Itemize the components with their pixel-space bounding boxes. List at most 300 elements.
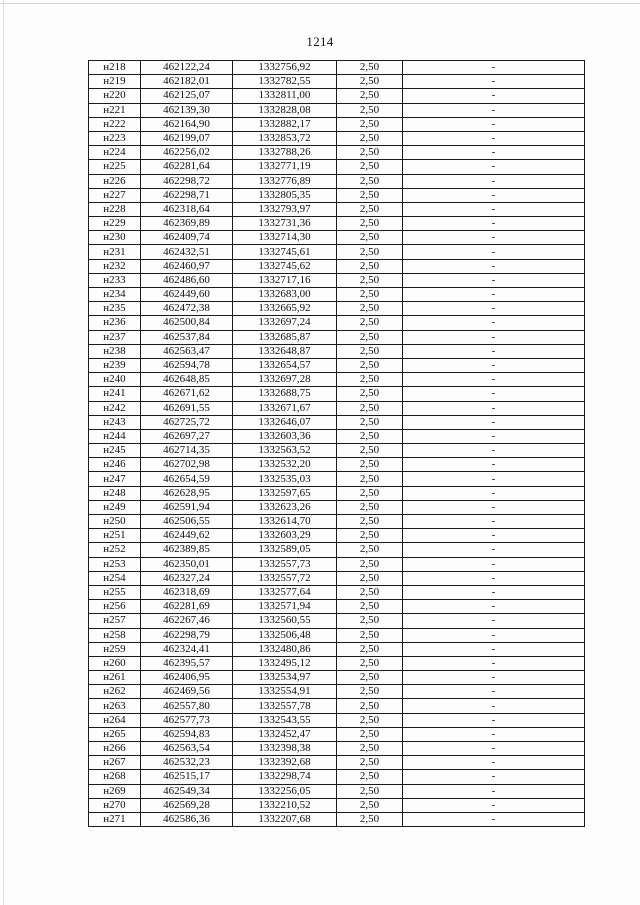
x-coordinate-cell: 462327,24: [141, 571, 233, 585]
x-coordinate-cell: 462577,73: [141, 713, 233, 727]
tolerance-cell: 2,50: [337, 458, 403, 472]
table-row: [89, 273, 585, 287]
table-row: [89, 344, 585, 358]
note-cell: -: [403, 245, 585, 259]
table-row: [89, 685, 585, 699]
note-cell: -: [403, 770, 585, 784]
table-row: [89, 259, 585, 273]
point-id-cell: н271: [89, 812, 141, 826]
x-coordinate-cell: 462369,89: [141, 217, 233, 231]
x-coordinate-cell: 462318,69: [141, 585, 233, 599]
note-cell: -: [403, 401, 585, 415]
y-coordinate-cell: 1332648,87: [233, 344, 337, 358]
point-id-cell: н266: [89, 742, 141, 756]
tolerance-cell: 2,50: [337, 146, 403, 160]
y-coordinate-cell: 1332589,05: [233, 543, 337, 557]
tolerance-cell: 2,50: [337, 486, 403, 500]
table-row: [89, 571, 585, 585]
table-row: [89, 302, 585, 316]
x-coordinate-cell: 462199,07: [141, 131, 233, 145]
table-row: [89, 812, 585, 826]
x-coordinate-cell: 462122,24: [141, 61, 233, 75]
point-id-cell: н257: [89, 614, 141, 628]
table-row: [89, 713, 585, 727]
table-row: [89, 231, 585, 245]
note-cell: -: [403, 742, 585, 756]
note-cell: -: [403, 273, 585, 287]
y-coordinate-cell: 1332776,89: [233, 174, 337, 188]
table-row: [89, 756, 585, 770]
x-coordinate-cell: 462139,30: [141, 103, 233, 117]
table-row: [89, 486, 585, 500]
point-id-cell: н256: [89, 600, 141, 614]
point-id-cell: н231: [89, 245, 141, 259]
tolerance-cell: 2,50: [337, 515, 403, 529]
y-coordinate-cell: 1332623,26: [233, 500, 337, 514]
point-id-cell: н227: [89, 188, 141, 202]
y-coordinate-cell: 1332534,97: [233, 671, 337, 685]
point-id-cell: н258: [89, 628, 141, 642]
note-cell: -: [403, 103, 585, 117]
note-cell: -: [403, 358, 585, 372]
tolerance-cell: 2,50: [337, 188, 403, 202]
point-id-cell: н232: [89, 259, 141, 273]
note-cell: -: [403, 798, 585, 812]
y-coordinate-cell: 1332771,19: [233, 160, 337, 174]
tolerance-cell: 2,50: [337, 812, 403, 826]
tolerance-cell: 2,50: [337, 202, 403, 216]
point-id-cell: н237: [89, 330, 141, 344]
note-cell: -: [403, 557, 585, 571]
y-coordinate-cell: 1332685,87: [233, 330, 337, 344]
tolerance-cell: 2,50: [337, 103, 403, 117]
point-id-cell: н263: [89, 699, 141, 713]
note-cell: -: [403, 571, 585, 585]
x-coordinate-cell: 462714,35: [141, 444, 233, 458]
y-coordinate-cell: 1332557,72: [233, 571, 337, 585]
point-id-cell: н245: [89, 444, 141, 458]
point-id-cell: н222: [89, 117, 141, 131]
note-cell: -: [403, 713, 585, 727]
note-cell: -: [403, 500, 585, 514]
note-cell: -: [403, 628, 585, 642]
tolerance-cell: 2,50: [337, 543, 403, 557]
x-coordinate-cell: 462182,01: [141, 75, 233, 89]
coordinates-table: [88, 60, 585, 827]
y-coordinate-cell: 1332543,55: [233, 713, 337, 727]
x-coordinate-cell: 462515,17: [141, 770, 233, 784]
note-cell: -: [403, 685, 585, 699]
x-coordinate-cell: 462281,64: [141, 160, 233, 174]
table-row: [89, 188, 585, 202]
table-row: [89, 160, 585, 174]
table-row: [89, 131, 585, 145]
tolerance-cell: 2,50: [337, 273, 403, 287]
point-id-cell: н254: [89, 571, 141, 585]
table-row: [89, 614, 585, 628]
note-cell: -: [403, 429, 585, 443]
table-row: [89, 472, 585, 486]
point-id-cell: н243: [89, 415, 141, 429]
tolerance-cell: 2,50: [337, 259, 403, 273]
y-coordinate-cell: 1332452,47: [233, 727, 337, 741]
x-coordinate-cell: 462298,79: [141, 628, 233, 642]
note-cell: -: [403, 61, 585, 75]
point-id-cell: н261: [89, 671, 141, 685]
table-row: [89, 585, 585, 599]
x-coordinate-cell: 462449,60: [141, 288, 233, 302]
tolerance-cell: 2,50: [337, 131, 403, 145]
y-coordinate-cell: 1332782,55: [233, 75, 337, 89]
note-cell: -: [403, 202, 585, 216]
x-coordinate-cell: 462702,98: [141, 458, 233, 472]
table-row: [89, 671, 585, 685]
table-row: [89, 217, 585, 231]
point-id-cell: н235: [89, 302, 141, 316]
y-coordinate-cell: 1332577,64: [233, 585, 337, 599]
point-id-cell: н229: [89, 217, 141, 231]
note-cell: -: [403, 756, 585, 770]
note-cell: -: [403, 472, 585, 486]
note-cell: -: [403, 784, 585, 798]
table-row: [89, 727, 585, 741]
y-coordinate-cell: 1332207,68: [233, 812, 337, 826]
note-cell: -: [403, 89, 585, 103]
y-coordinate-cell: 1332671,67: [233, 401, 337, 415]
note-cell: -: [403, 543, 585, 557]
point-id-cell: н221: [89, 103, 141, 117]
y-coordinate-cell: 1332557,73: [233, 557, 337, 571]
tolerance-cell: 2,50: [337, 798, 403, 812]
x-coordinate-cell: 462648,85: [141, 373, 233, 387]
table-row: [89, 515, 585, 529]
page-number: 1214: [306, 34, 334, 49]
x-coordinate-cell: 462486,60: [141, 273, 233, 287]
tolerance-cell: 2,50: [337, 160, 403, 174]
y-coordinate-cell: 1332480,86: [233, 642, 337, 656]
x-coordinate-cell: 462500,84: [141, 316, 233, 330]
table-row: [89, 429, 585, 443]
note-cell: -: [403, 146, 585, 160]
y-coordinate-cell: 1332614,70: [233, 515, 337, 529]
table-row: [89, 656, 585, 670]
x-coordinate-cell: 462125,07: [141, 89, 233, 103]
table-row: [89, 316, 585, 330]
y-coordinate-cell: 1332717,16: [233, 273, 337, 287]
x-coordinate-cell: 462594,78: [141, 358, 233, 372]
tolerance-cell: 2,50: [337, 429, 403, 443]
y-coordinate-cell: 1332714,30: [233, 231, 337, 245]
y-coordinate-cell: 1332210,52: [233, 798, 337, 812]
note-cell: -: [403, 217, 585, 231]
tolerance-cell: 2,50: [337, 288, 403, 302]
x-coordinate-cell: 462506,55: [141, 515, 233, 529]
x-coordinate-cell: 462460,97: [141, 259, 233, 273]
x-coordinate-cell: 462256,02: [141, 146, 233, 160]
tolerance-cell: 2,50: [337, 571, 403, 585]
y-coordinate-cell: 1332298,74: [233, 770, 337, 784]
point-id-cell: н269: [89, 784, 141, 798]
tolerance-cell: 2,50: [337, 756, 403, 770]
x-coordinate-cell: 462267,46: [141, 614, 233, 628]
point-id-cell: н220: [89, 89, 141, 103]
coordinates-table-body: [89, 61, 585, 827]
table-row: [89, 628, 585, 642]
tolerance-cell: 2,50: [337, 671, 403, 685]
point-id-cell: н230: [89, 231, 141, 245]
point-id-cell: н239: [89, 358, 141, 372]
point-id-cell: н238: [89, 344, 141, 358]
tolerance-cell: 2,50: [337, 61, 403, 75]
tolerance-cell: 2,50: [337, 245, 403, 259]
tolerance-cell: 2,50: [337, 217, 403, 231]
tolerance-cell: 2,50: [337, 401, 403, 415]
x-coordinate-cell: 462569,28: [141, 798, 233, 812]
x-coordinate-cell: 462389,85: [141, 543, 233, 557]
table-row: [89, 75, 585, 89]
tolerance-cell: 2,50: [337, 727, 403, 741]
point-id-cell: н255: [89, 585, 141, 599]
y-coordinate-cell: 1332560,55: [233, 614, 337, 628]
y-coordinate-cell: 1332697,28: [233, 373, 337, 387]
tolerance-cell: 2,50: [337, 472, 403, 486]
table-row: [89, 146, 585, 160]
table-row: [89, 699, 585, 713]
tolerance-cell: 2,50: [337, 89, 403, 103]
y-coordinate-cell: 1332745,62: [233, 259, 337, 273]
tolerance-cell: 2,50: [337, 373, 403, 387]
point-id-cell: н252: [89, 543, 141, 557]
y-coordinate-cell: 1332828,08: [233, 103, 337, 117]
tolerance-cell: 2,50: [337, 557, 403, 571]
y-coordinate-cell: 1332603,29: [233, 529, 337, 543]
x-coordinate-cell: 462469,56: [141, 685, 233, 699]
table-row: [89, 61, 585, 75]
y-coordinate-cell: 1332745,61: [233, 245, 337, 259]
point-id-cell: н265: [89, 727, 141, 741]
table-row: [89, 401, 585, 415]
point-id-cell: н267: [89, 756, 141, 770]
point-id-cell: н247: [89, 472, 141, 486]
x-coordinate-cell: 462449,62: [141, 529, 233, 543]
point-id-cell: н225: [89, 160, 141, 174]
note-cell: -: [403, 585, 585, 599]
table-row: [89, 103, 585, 117]
tolerance-cell: 2,50: [337, 358, 403, 372]
note-cell: -: [403, 656, 585, 670]
point-id-cell: н250: [89, 515, 141, 529]
note-cell: -: [403, 330, 585, 344]
y-coordinate-cell: 1332805,35: [233, 188, 337, 202]
tolerance-cell: 2,50: [337, 231, 403, 245]
note-cell: -: [403, 75, 585, 89]
point-id-cell: н234: [89, 288, 141, 302]
note-cell: -: [403, 671, 585, 685]
point-id-cell: н224: [89, 146, 141, 160]
note-cell: -: [403, 529, 585, 543]
x-coordinate-cell: 462586,36: [141, 812, 233, 826]
tolerance-cell: 2,50: [337, 585, 403, 599]
table-row: [89, 770, 585, 784]
y-coordinate-cell: 1332683,00: [233, 288, 337, 302]
tolerance-cell: 2,50: [337, 614, 403, 628]
note-cell: -: [403, 727, 585, 741]
y-coordinate-cell: 1332256,05: [233, 784, 337, 798]
note-cell: -: [403, 302, 585, 316]
y-coordinate-cell: 1332392,68: [233, 756, 337, 770]
note-cell: -: [403, 131, 585, 145]
point-id-cell: н262: [89, 685, 141, 699]
table-row: [89, 387, 585, 401]
x-coordinate-cell: 462654,59: [141, 472, 233, 486]
y-coordinate-cell: 1332788,26: [233, 146, 337, 160]
table-row: [89, 415, 585, 429]
y-coordinate-cell: 1332793,97: [233, 202, 337, 216]
tolerance-cell: 2,50: [337, 600, 403, 614]
tolerance-cell: 2,50: [337, 444, 403, 458]
table-row: [89, 89, 585, 103]
table-row: [89, 117, 585, 131]
x-coordinate-cell: 462409,74: [141, 231, 233, 245]
scan-edge-top: [0, 3, 640, 4]
y-coordinate-cell: 1332853,72: [233, 131, 337, 145]
point-id-cell: н219: [89, 75, 141, 89]
note-cell: -: [403, 344, 585, 358]
tolerance-cell: 2,50: [337, 699, 403, 713]
y-coordinate-cell: 1332688,75: [233, 387, 337, 401]
y-coordinate-cell: 1332563,52: [233, 444, 337, 458]
x-coordinate-cell: 462549,34: [141, 784, 233, 798]
table-row: [89, 798, 585, 812]
note-cell: -: [403, 812, 585, 826]
tolerance-cell: 2,50: [337, 642, 403, 656]
point-id-cell: н218: [89, 61, 141, 75]
y-coordinate-cell: 1332731,36: [233, 217, 337, 231]
note-cell: -: [403, 259, 585, 273]
table-row: [89, 373, 585, 387]
scan-edge-left: [3, 0, 4, 905]
tolerance-cell: 2,50: [337, 174, 403, 188]
x-coordinate-cell: 462557,80: [141, 699, 233, 713]
note-cell: -: [403, 387, 585, 401]
y-coordinate-cell: 1332554,91: [233, 685, 337, 699]
tolerance-cell: 2,50: [337, 500, 403, 514]
tolerance-cell: 2,50: [337, 316, 403, 330]
x-coordinate-cell: 462594,83: [141, 727, 233, 741]
y-coordinate-cell: 1332532,20: [233, 458, 337, 472]
table-row: [89, 784, 585, 798]
y-coordinate-cell: 1332495,12: [233, 656, 337, 670]
x-coordinate-cell: 462628,95: [141, 486, 233, 500]
tolerance-cell: 2,50: [337, 713, 403, 727]
y-coordinate-cell: 1332654,57: [233, 358, 337, 372]
table-row: [89, 288, 585, 302]
y-coordinate-cell: 1332646,07: [233, 415, 337, 429]
note-cell: -: [403, 486, 585, 500]
point-id-cell: н223: [89, 131, 141, 145]
y-coordinate-cell: 1332603,36: [233, 429, 337, 443]
note-cell: -: [403, 288, 585, 302]
note-cell: -: [403, 188, 585, 202]
x-coordinate-cell: 462725,72: [141, 415, 233, 429]
table-row: [89, 330, 585, 344]
tolerance-cell: 2,50: [337, 656, 403, 670]
y-coordinate-cell: 1332597,65: [233, 486, 337, 500]
note-cell: -: [403, 458, 585, 472]
x-coordinate-cell: 462298,71: [141, 188, 233, 202]
x-coordinate-cell: 462532,23: [141, 756, 233, 770]
point-id-cell: н236: [89, 316, 141, 330]
x-coordinate-cell: 462472,38: [141, 302, 233, 316]
x-coordinate-cell: 462324,41: [141, 642, 233, 656]
note-cell: -: [403, 117, 585, 131]
point-id-cell: н268: [89, 770, 141, 784]
point-id-cell: н241: [89, 387, 141, 401]
tolerance-cell: 2,50: [337, 784, 403, 798]
table-row: [89, 529, 585, 543]
point-id-cell: н251: [89, 529, 141, 543]
y-coordinate-cell: 1332398,38: [233, 742, 337, 756]
tolerance-cell: 2,50: [337, 529, 403, 543]
table-row: [89, 245, 585, 259]
note-cell: -: [403, 415, 585, 429]
y-coordinate-cell: 1332535,03: [233, 472, 337, 486]
point-id-cell: н242: [89, 401, 141, 415]
tolerance-cell: 2,50: [337, 344, 403, 358]
point-id-cell: н249: [89, 500, 141, 514]
table-row: [89, 174, 585, 188]
x-coordinate-cell: 462281,69: [141, 600, 233, 614]
table-row: [89, 557, 585, 571]
table-row: [89, 444, 585, 458]
table-row: [89, 500, 585, 514]
point-id-cell: н248: [89, 486, 141, 500]
y-coordinate-cell: 1332882,17: [233, 117, 337, 131]
note-cell: -: [403, 174, 585, 188]
tolerance-cell: 2,50: [337, 415, 403, 429]
note-cell: -: [403, 373, 585, 387]
tolerance-cell: 2,50: [337, 117, 403, 131]
table-row: [89, 358, 585, 372]
point-id-cell: н264: [89, 713, 141, 727]
tolerance-cell: 2,50: [337, 302, 403, 316]
point-id-cell: н253: [89, 557, 141, 571]
table-row: [89, 543, 585, 557]
tolerance-cell: 2,50: [337, 742, 403, 756]
x-coordinate-cell: 462537,84: [141, 330, 233, 344]
y-coordinate-cell: 1332697,24: [233, 316, 337, 330]
tolerance-cell: 2,50: [337, 75, 403, 89]
point-id-cell: н270: [89, 798, 141, 812]
y-coordinate-cell: 1332811,00: [233, 89, 337, 103]
y-coordinate-cell: 1332506,48: [233, 628, 337, 642]
x-coordinate-cell: 462298,72: [141, 174, 233, 188]
point-id-cell: н228: [89, 202, 141, 216]
x-coordinate-cell: 462697,27: [141, 429, 233, 443]
tolerance-cell: 2,50: [337, 685, 403, 699]
tolerance-cell: 2,50: [337, 770, 403, 784]
x-coordinate-cell: 462671,62: [141, 387, 233, 401]
x-coordinate-cell: 462563,54: [141, 742, 233, 756]
note-cell: -: [403, 160, 585, 174]
point-id-cell: н259: [89, 642, 141, 656]
x-coordinate-cell: 462395,57: [141, 656, 233, 670]
note-cell: -: [403, 444, 585, 458]
tolerance-cell: 2,50: [337, 330, 403, 344]
point-id-cell: н260: [89, 656, 141, 670]
note-cell: -: [403, 600, 585, 614]
table-row: [89, 600, 585, 614]
